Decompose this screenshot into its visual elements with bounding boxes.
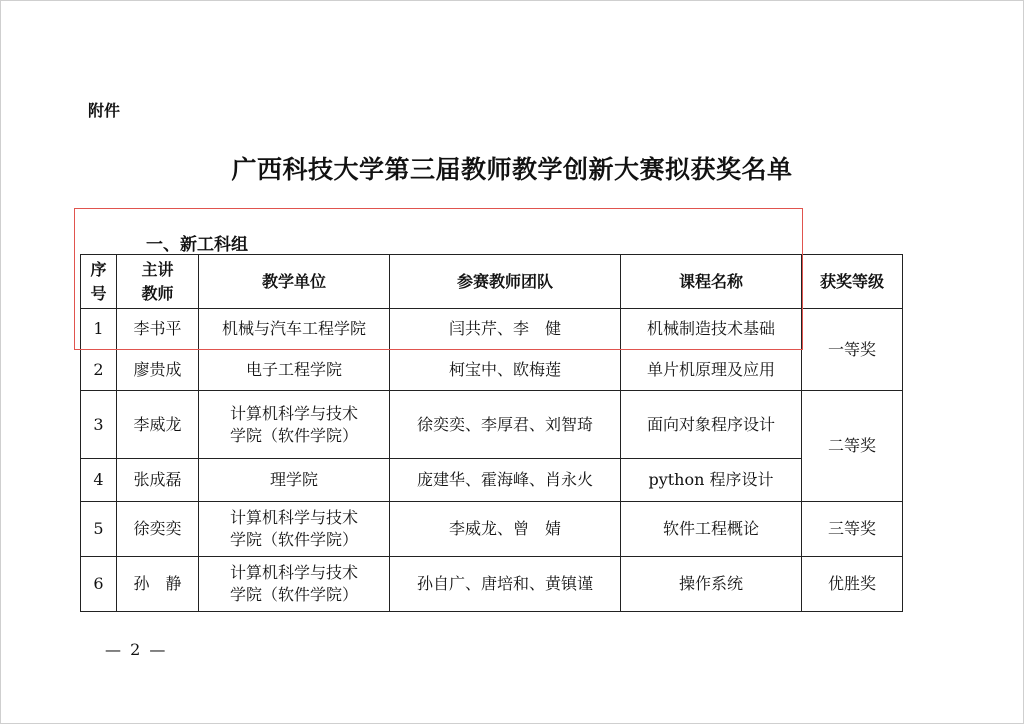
cell-award-third: 三等奖 (802, 502, 903, 557)
cell-unit-line2: 学院（软件学院） (229, 530, 358, 549)
cell-award-second: 二等奖 (802, 391, 903, 502)
cell-teacher: 徐奕奕 (117, 502, 199, 557)
cell-no: 5 (81, 502, 117, 557)
cell-team: 庞建华、霍海峰、肖永火 (390, 459, 621, 502)
cell-team: 孙自广、唐培和、黄镇谨 (390, 557, 621, 612)
cell-team: 柯宝中、欧梅莲 (390, 350, 621, 391)
cell-award-excellence: 优胜奖 (802, 557, 903, 612)
cell-no: 6 (81, 557, 117, 612)
cell-course: python 程序设计 (621, 459, 802, 502)
table-row (81, 502, 903, 557)
cell-unit-line1: 计算机科学与技术 (229, 508, 358, 527)
highlight-annotation-box (74, 208, 803, 350)
document-title: 广西科技大学第三届教师教学创新大赛拟获奖名单 (231, 155, 793, 184)
cell-no: 1 (81, 309, 117, 350)
header-no-bottom: 号 (90, 283, 107, 303)
section-heading: 一、新工科组 (146, 235, 248, 255)
cell-unit: 电子工程学院 (199, 350, 390, 391)
cell-no: 2 (81, 350, 117, 391)
cell-unit (199, 557, 390, 612)
cell-unit (199, 502, 390, 557)
table-row (81, 459, 903, 502)
header-no-top: 序 (90, 259, 107, 279)
cell-unit-line2: 学院（软件学院） (229, 425, 358, 445)
cell-unit-line1: 计算机科学与技术 (229, 563, 358, 582)
cell-teacher: 廖贵成 (117, 350, 199, 391)
cell-team: 徐奕奕、李厚君、刘智琦 (390, 391, 621, 459)
cell-unit-line1: 计算机科学与技术 (229, 403, 358, 423)
header-award: 获奖等级 (802, 255, 903, 309)
page-number: — 2 — (105, 640, 168, 659)
cell-teacher: 李威龙 (117, 391, 199, 459)
header-teacher-bottom: 教师 (141, 283, 174, 303)
cell-teacher: 李书平 (117, 309, 199, 350)
cell-no: 3 (81, 391, 117, 459)
header-team: 参赛教师团队 (390, 255, 621, 309)
cell-award-first: 一等奖 (802, 309, 903, 391)
cell-unit: 理学院 (199, 459, 390, 502)
attachment-label: 附件 (88, 101, 121, 120)
header-unit: 教学单位 (199, 255, 390, 309)
cell-course: 软件工程概论 (621, 502, 802, 557)
cell-unit: 机械与汽车工程学院 (199, 309, 390, 350)
cell-course: 单片机原理及应用 (621, 350, 802, 391)
table-row (81, 350, 903, 391)
cell-unit (199, 391, 390, 459)
cell-course: 面向对象程序设计 (621, 391, 802, 459)
cell-teacher: 张成磊 (117, 459, 199, 502)
cell-course: 操作系统 (621, 557, 802, 612)
cell-team: 李威龙、曾 婧 (390, 502, 621, 557)
cell-unit-line2: 学院（软件学院） (229, 585, 358, 604)
header-teacher-top: 主讲 (141, 259, 174, 279)
table-row (81, 557, 903, 612)
cell-teacher: 孙 静 (117, 557, 199, 612)
header-course: 课程名称 (621, 255, 802, 309)
cell-no: 4 (81, 459, 117, 502)
cell-course: 机械制造技术基础 (621, 309, 802, 350)
cell-team: 闫共芹、李 健 (390, 309, 621, 350)
table-row (81, 391, 903, 459)
